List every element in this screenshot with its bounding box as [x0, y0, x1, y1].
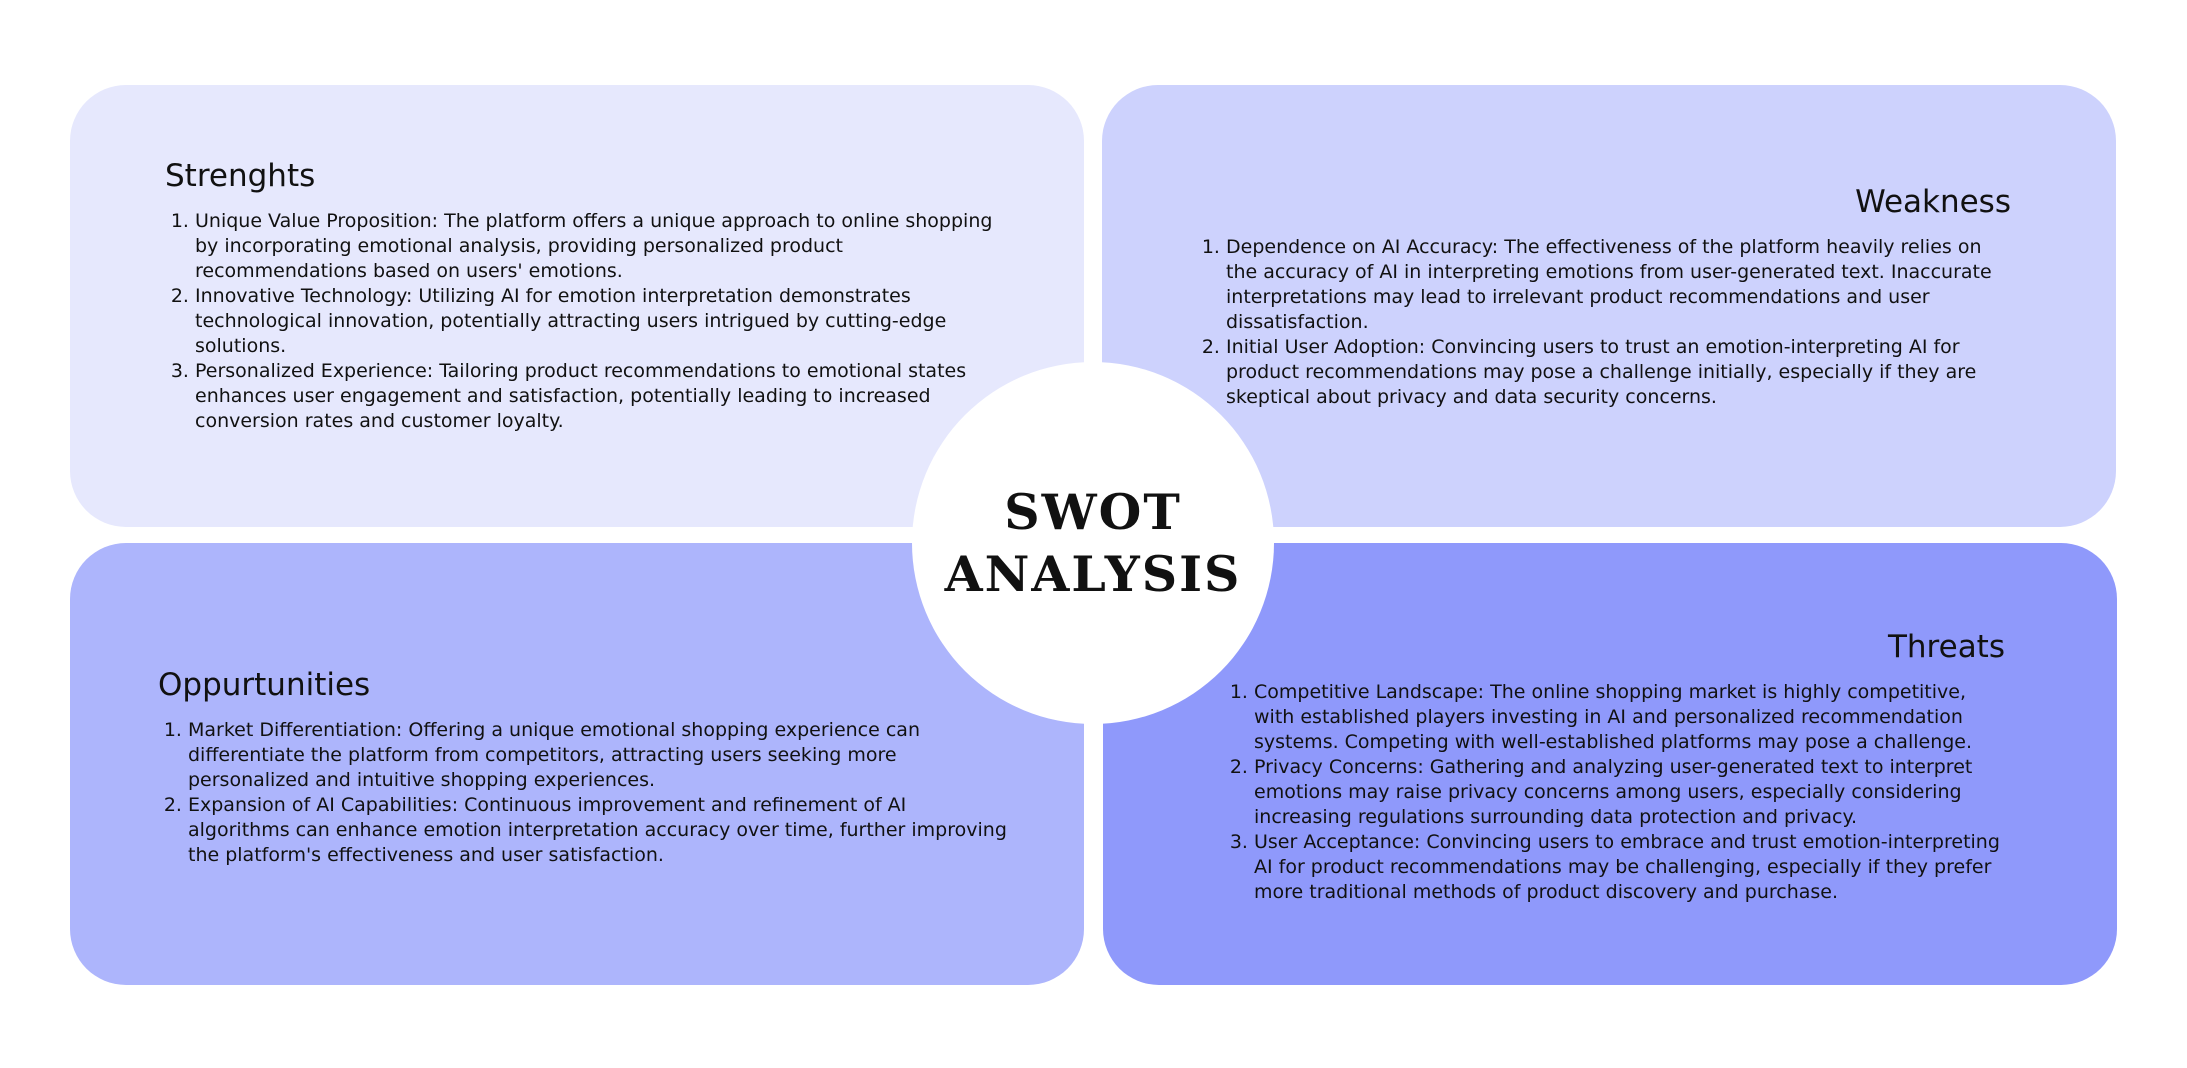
strengths-title: Strenghts	[165, 158, 316, 194]
threats-title: Threats	[1887, 629, 2005, 665]
opportunities-item: 2. Expansion of AI Capabilities: Continuous improvement and refinement of AI algorithms can enhance emotion interpretation accuracy over time, further improving the platform's effectiveness and user satisfaction.	[188, 793, 1008, 868]
center-title-line2: ANALYSIS	[944, 545, 1242, 603]
weakness-title: Weakness	[1855, 184, 2011, 220]
strengths-list	[165, 209, 1000, 434]
opportunities-item: 1. Market Differentiation: Offering a unique emotional shopping experience can differentiate the platform from competitors, attracting users seeking more personalized and intuitive shopping experiences.	[188, 718, 1008, 793]
opportunities-title: Oppurtunities	[158, 667, 371, 703]
weakness-item: 1. Dependence on AI Accuracy: The effectiveness of the platform heavily relies on the accuracy of AI in interpreting emotions from user-generated text. Inaccurate interpretations may lead to irrelevant product recommendations and user dissatisfaction.	[1226, 235, 2011, 335]
weakness-item: 2. Initial User Adoption: Convincing users to trust an emotion-interpreting AI for product recommendations may pose a challenge initially, especially if they are skeptical about privacy and data security concerns.	[1226, 335, 2011, 410]
threats-item: 2. Privacy Concerns: Gathering and analyzing user-generated text to interpret emotions may raise privacy concerns among users, especially considering increasing regulations surrounding data protection and privacy.	[1254, 755, 2005, 830]
strengths-block	[165, 157, 1000, 434]
center-title-line1: SWOT	[1004, 483, 1182, 541]
opportunities-block	[158, 666, 1008, 868]
weakness-block	[1196, 183, 2011, 410]
strengths-item: 1. Unique Value Proposition: The platform offers a unique approach to online shopping by incorporating emotional analysis, providing personalized product recommendations based on users' emotions.	[195, 209, 1000, 284]
threats-item: 1. Competitive Landscape: The online shopping market is highly competitive, with established players investing in AI and personalized recommendation systems. Competing with well-established platforms may pose a challenge.	[1254, 680, 2005, 755]
threats-block	[1224, 628, 2005, 905]
threats-list	[1224, 680, 2005, 905]
strengths-item: 3. Personalized Experience: Tailoring product recommendations to emotional states enhances user engagement and satisfaction, potentially leading to increased conversion rates and customer loyalty.	[195, 359, 1000, 434]
weakness-list	[1196, 235, 2011, 410]
threats-item: 3. User Acceptance: Convincing users to embrace and trust emotion-interpreting AI for product recommendations may be challenging, especially if they prefer more traditional methods of product discovery and purchase.	[1254, 830, 2005, 905]
swot-center-circle	[912, 362, 1274, 724]
opportunities-list	[158, 718, 1008, 868]
strengths-item: 2. Innovative Technology: Utilizing AI for emotion interpretation demonstrates technological innovation, potentially attracting users intrigued by cutting-edge solutions.	[195, 284, 1000, 359]
